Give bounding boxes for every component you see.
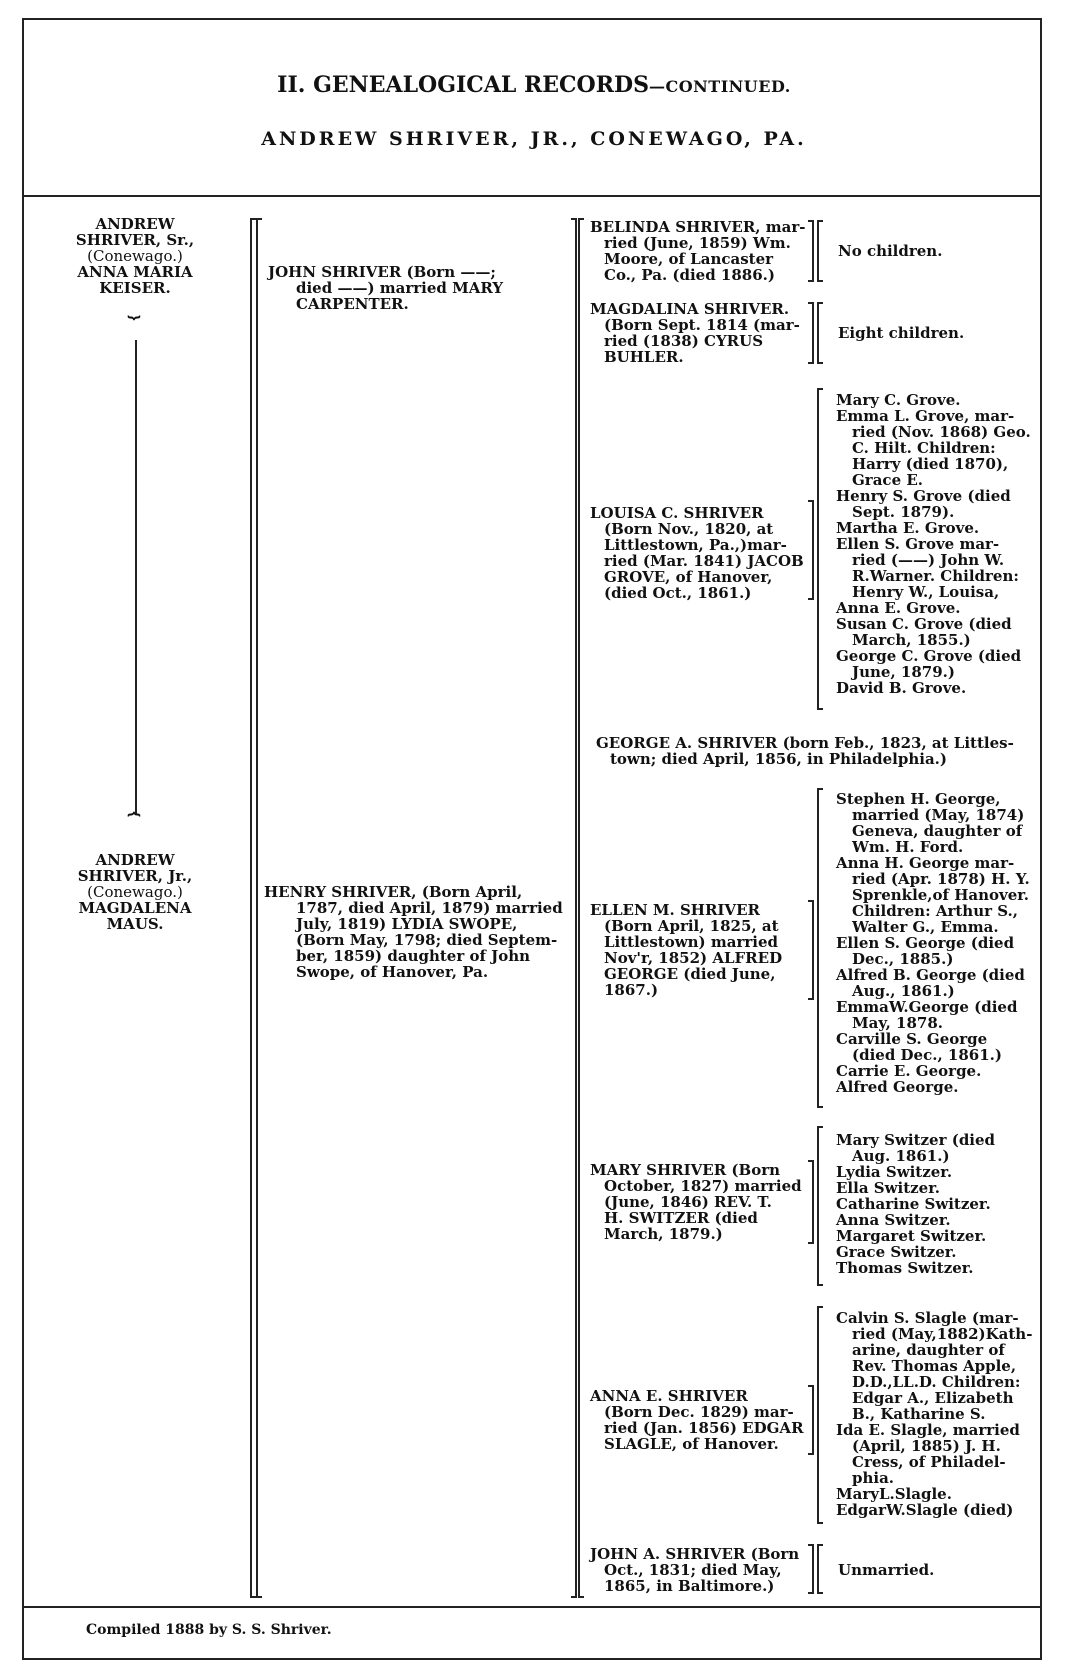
text-line: Ida E. Slagle, married [836, 1421, 1020, 1439]
text-line: ried (Jan. 1856) EDGAR [604, 1419, 804, 1437]
bracket [817, 220, 823, 282]
grandchild-belinda [590, 219, 808, 283]
compiled-credit: Compiled 1888 by S. S. Shriver. [86, 1622, 332, 1638]
desc-mary [836, 1132, 1041, 1276]
bracket [817, 1544, 823, 1594]
text-line: May, 1878. [852, 1014, 944, 1032]
bracket [817, 388, 823, 710]
text-line: Sprenkle,of Hanover. [852, 886, 1030, 904]
text-line: D.D.,LL.D. Children: [852, 1373, 1021, 1391]
text-line: B., Katharine S. [852, 1405, 986, 1423]
text-line: Mary C. Grove. [836, 391, 961, 409]
desc-louisa [836, 392, 1041, 696]
text-line: R.Warner. Children: [852, 567, 1019, 585]
bracket [808, 220, 814, 282]
text-line: Walter G., Emma. [852, 918, 999, 936]
text-line: Catharine Switzer. [836, 1195, 991, 1213]
desc-john-a: Unmarried. [838, 1561, 935, 1579]
text-line: Rev. Thomas Apple, [852, 1357, 1017, 1375]
text-line: Dec., 1885.) [852, 950, 954, 968]
text-line: Stephen H. George, [836, 790, 1001, 808]
text-line: (Born Sept. 1814 (mar- [604, 316, 800, 334]
text-line: Anna E. Grove. [836, 599, 961, 617]
text-line: Edgar A., Elizabeth [852, 1389, 1014, 1407]
text-line: Co., Pa. (died 1886.) [604, 266, 775, 284]
text-line: Ellen S. Grove mar- [836, 535, 1000, 553]
text-line: Aug. 1861.) [852, 1147, 950, 1165]
text-line: March, 1879.) [604, 1225, 723, 1243]
text-line: H. SWITZER (died [604, 1209, 758, 1227]
desc-ellen [836, 791, 1041, 1095]
text-line: Anna Switzer. [836, 1211, 951, 1229]
text-line: SLAGLE, of Hanover. [604, 1435, 779, 1453]
bracket [808, 500, 814, 600]
text-line: Alfred George. [836, 1078, 959, 1096]
lineage-line [135, 340, 137, 815]
text-line: phia. [852, 1469, 895, 1487]
gen1-line: ANDREW [95, 215, 175, 233]
bracket [808, 1385, 814, 1455]
text-line: Lydia Switzer. [836, 1163, 953, 1181]
text-line: Aug., 1861.) [852, 982, 955, 1000]
text-line: EmmaW.George (died [836, 998, 1018, 1016]
text-line: Oct., 1831; died May, [604, 1561, 782, 1579]
text-line: ELLEN M. SHRIVER [590, 901, 760, 919]
text-line: Carrie E. George. [836, 1062, 982, 1080]
text-line: Thomas Switzer. [836, 1259, 974, 1277]
text-line: MARY SHRIVER (Born [590, 1161, 781, 1179]
text-line: Anna H. George mar- [836, 854, 1015, 872]
text-line: ried (——) John W. [852, 551, 1005, 569]
brace-gen2: ⏞ [127, 813, 141, 838]
text-line: (Born May, 1798; died Septem- [296, 931, 558, 949]
bracket [817, 1306, 823, 1524]
text-line: Alfred B. George (died [836, 966, 1025, 984]
text-line: (died Dec., 1861.) [852, 1046, 1002, 1064]
text-line: David B. Grove. [836, 679, 967, 697]
bracket [808, 1160, 814, 1244]
desc-belinda: No children. [838, 242, 943, 260]
bracket [817, 302, 823, 364]
text-line: ried (June, 1859) Wm. [604, 234, 791, 252]
text-line: Harry (died 1870), [852, 455, 1009, 473]
text-line: Mary Switzer (died [836, 1131, 996, 1149]
text-line: Grace E. [852, 471, 923, 489]
gen2-line: MAUS. [106, 915, 164, 933]
text-line: EdgarW.Slagle (died) [836, 1501, 1014, 1519]
bracket [808, 302, 814, 364]
text-line: MaryL.Slagle. [836, 1485, 952, 1503]
text-line: Emma L. Grove, mar- [836, 407, 1015, 425]
text-line: GEORGE A. SHRIVER (born Feb., 1823, at Littles- [596, 734, 1014, 752]
gen1-line: SHRIVER, Sr., [75, 231, 195, 249]
header-rule [22, 195, 1042, 197]
text-line: died ——) married MARY [296, 279, 504, 297]
text-line: C. Hilt. Children: [852, 439, 996, 457]
footer-rule [22, 1606, 1042, 1608]
text-line: Moore, of Lancaster [604, 250, 774, 268]
text-line: ried (Mar. 1841) JACOB [604, 552, 804, 570]
text-line: Henry S. Grove (died [836, 487, 1011, 505]
text-line: GROVE, of Hanover, [604, 568, 773, 586]
text-line: married (May, 1874) [852, 806, 1025, 824]
gen1-line: ANNA MARIA [77, 263, 193, 281]
text-line: Margaret Switzer. [836, 1227, 987, 1245]
grandchild-louisa [590, 505, 808, 601]
text-line: arine, daughter of [852, 1341, 1005, 1359]
gen2-line: ANDREW [95, 851, 175, 869]
text-line: ried (May,1882)Kath- [852, 1325, 1033, 1343]
text-line: ried (Nov. 1868) Geo. [852, 423, 1031, 441]
bracket [817, 1126, 823, 1286]
grandchild-john-a [590, 1546, 808, 1594]
gen2-line: MAGDALENA [78, 899, 192, 917]
text-line: (died Oct., 1861.) [604, 584, 752, 602]
desc-magdalina: Eight children. [838, 324, 965, 342]
text-line: ried (1838) CYRUS [604, 332, 764, 350]
text-line: Sept. 1879). [852, 503, 955, 521]
bracket [817, 788, 823, 1108]
text-line: (Born Nov., 1820, at [604, 520, 774, 538]
page-title: II. GENEALOGICAL RECORDS—CONTINUED. [277, 72, 791, 98]
text-line: ber, 1859) daughter of John [296, 947, 531, 965]
text-line: ried (Apr. 1878) H. Y. [852, 870, 1030, 888]
text-line: Ellen S. George (died [836, 934, 1015, 952]
text-line: Cress, of Philadel- [852, 1453, 1006, 1471]
text-line: October, 1827) married [604, 1177, 802, 1195]
grandchild-anna [590, 1388, 808, 1452]
children-bracket-left2 [256, 218, 262, 1598]
text-line: CARPENTER. [296, 295, 409, 313]
text-line: BUHLER. [604, 348, 684, 366]
text-line: MAGDALINA SHRIVER. [590, 300, 790, 318]
gen2-line: (Conewago.) [87, 883, 183, 901]
text-line: Susan C. Grove (died [836, 615, 1012, 633]
text-line: Geneva, daughter of [852, 822, 1023, 840]
text-line: JOHN A. SHRIVER (Born [590, 1545, 800, 1563]
grandchild-ellen [590, 902, 808, 998]
text-line: (Born Dec. 1829) mar- [604, 1403, 794, 1421]
text-line: HENRY SHRIVER, (Born April, [264, 883, 523, 901]
grandchild-magdalina [590, 301, 808, 365]
grandchildren-bracket [578, 218, 584, 1598]
text-line: Ella Switzer. [836, 1179, 940, 1197]
text-line: town; died April, 1856, in Philadelphia.) [610, 750, 948, 768]
child-henry [264, 884, 574, 980]
text-line: (Born April, 1825, at [604, 917, 779, 935]
text-line: July, 1819) LYDIA SWOPE, [296, 915, 518, 933]
gen1-block [50, 216, 220, 296]
page-subtitle: ANDREW SHRIVER, JR., CONEWAGO, PA. [261, 128, 807, 150]
text-line: GEORGE (died June, [604, 965, 776, 983]
text-line: Littlestown, Pa.,)mar- [604, 536, 787, 554]
grandchild-mary [590, 1162, 808, 1242]
gen2-block [50, 852, 220, 932]
text-line: LOUISA C. SHRIVER [590, 504, 764, 522]
text-line: Wm. H. Ford. [852, 838, 964, 856]
text-line: Henry W., Louisa, [852, 583, 1000, 601]
text-line: Swope, of Hanover, Pa. [296, 963, 489, 981]
desc-anna [836, 1310, 1041, 1518]
text-line: June, 1879.) [852, 663, 955, 681]
text-line: BELINDA SHRIVER, mar- [590, 218, 806, 236]
grandchild-george [596, 735, 1036, 767]
text-line: Carville S. George [836, 1030, 988, 1048]
bracket [808, 900, 814, 1000]
text-line: Littlestown) married [604, 933, 778, 951]
text-line: 1867.) [604, 981, 659, 999]
text-line: Martha E. Grove. [836, 519, 980, 537]
text-line: George C. Grove (died [836, 647, 1022, 665]
gen1-line: (Conewago.) [87, 247, 183, 265]
text-line: March, 1855.) [852, 631, 971, 649]
text-line: Grace Switzer. [836, 1243, 957, 1261]
text-line: Nov'r, 1852) ALFRED [604, 949, 783, 967]
child-john [268, 264, 568, 312]
gen2-line: SHRIVER, Jr., [77, 867, 193, 885]
text-line: 1865, in Baltimore.) [604, 1577, 775, 1595]
text-line: Children: Arthur S., [852, 902, 1018, 920]
brace-gen1: ⏟ [127, 294, 141, 319]
gen1-line: KEISER. [99, 279, 171, 297]
text-line: 1787, died April, 1879) married [296, 899, 563, 917]
text-line: (June, 1846) REV. T. [604, 1193, 772, 1211]
text-line: Calvin S. Slagle (mar- [836, 1309, 1019, 1327]
text-line: JOHN SHRIVER (Born ——; [268, 263, 496, 281]
bracket [808, 1544, 814, 1594]
text-line: ANNA E. SHRIVER [590, 1387, 748, 1405]
text-line: (April, 1885) J. H. [852, 1437, 1001, 1455]
